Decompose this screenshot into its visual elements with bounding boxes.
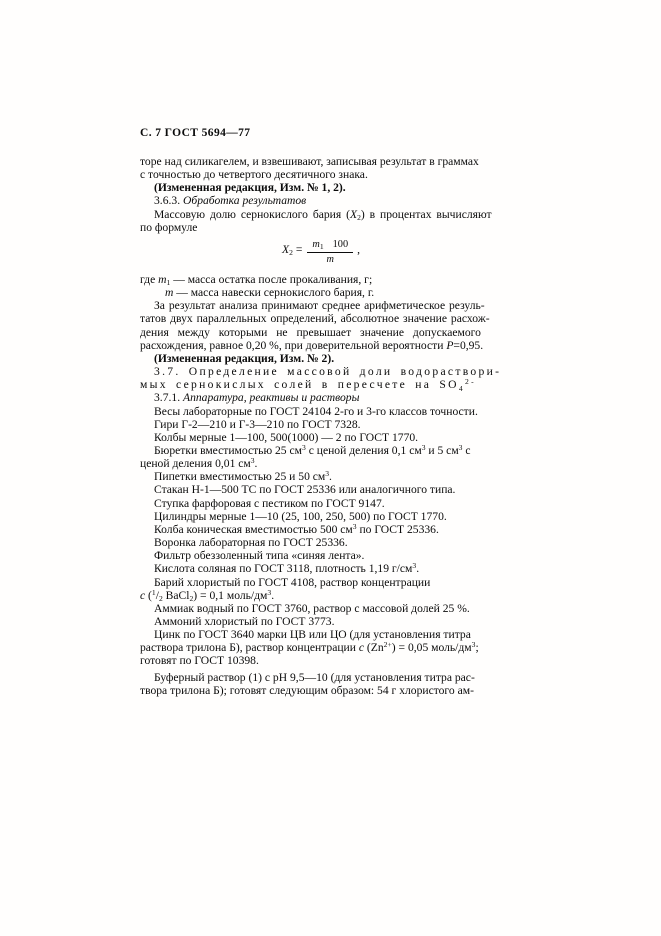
- text-line: [140, 194, 526, 207]
- text-segment: ) в процентах вычисляют: [360, 207, 492, 221]
- text-segment: (Измененная редакция, Изм. № 1, 2).: [154, 181, 346, 195]
- text-segment: Колбы мерные 1—100, 500(1000) — 2 по ГОСТ 1770.: [154, 430, 419, 444]
- formula-variable: m: [312, 238, 320, 250]
- text-line: [140, 221, 526, 234]
- text-segment: 3: [302, 442, 306, 452]
- text-segment: раствора трилона Б), раствор концентрации: [140, 641, 359, 655]
- text-segment: .: [416, 562, 420, 576]
- text-segment: ;: [475, 641, 479, 655]
- text-segment: ) = 0,05 моль/дм: [391, 641, 472, 655]
- text-line: [140, 510, 526, 523]
- text-segment: 3.6.3.: [154, 194, 183, 208]
- text-segment: /: [155, 588, 159, 602]
- text-line: [140, 418, 526, 431]
- text-segment: — масса навески сернокислого бария, г.: [173, 286, 375, 300]
- text-line: [140, 576, 526, 589]
- text-line: [140, 549, 526, 562]
- text-segment: Цилиндры мерные 1—10 (25, 100, 250, 500) по ГОСТ 1770.: [154, 509, 447, 523]
- text-segment: BaCl: [162, 588, 190, 602]
- fraction: [307, 239, 353, 266]
- text-segment: татов двух параллельных определений, абсолютное значение расхож-: [140, 312, 490, 326]
- document-body: [140, 155, 526, 697]
- text-segment: Колба коническая вместимостью 500 см: [154, 522, 353, 536]
- text-line: [140, 654, 526, 667]
- text-segment: 3: [352, 521, 357, 531]
- formula-variable: m: [326, 253, 334, 265]
- text-segment: с точностью до четвертого десятичного знака.: [140, 168, 368, 182]
- text-line: [140, 628, 526, 641]
- text-segment: где: [140, 272, 159, 286]
- formula-subscript: 2: [289, 248, 293, 258]
- text-segment: дения между которыми не превышает значение допускаемого: [140, 325, 481, 339]
- text-line: [140, 378, 526, 391]
- formula: [140, 239, 502, 266]
- text-line: [140, 457, 526, 470]
- text-segment: 2: [158, 594, 163, 604]
- text-segment: Гири Г-2—210 и Г-3—210 по ГОСТ 7328.: [154, 417, 361, 431]
- text-segment: Р: [446, 338, 454, 352]
- text-line: [140, 391, 526, 404]
- text-segment: Аммиак водный по ГОСТ 3760, раствор с массовой долей 25 %.: [154, 601, 470, 615]
- text-line: [140, 470, 526, 483]
- text-segment: ) = 0,1 моль/дм: [193, 588, 268, 602]
- text-segment: 3: [471, 640, 476, 650]
- text-segment: 2: [189, 594, 194, 604]
- text-segment: (: [145, 588, 152, 602]
- text-line: [140, 155, 526, 168]
- text-line: [140, 671, 526, 684]
- text-segment: 2: [357, 213, 361, 223]
- text-segment: Пипетки вместимостью 25 и 50 см: [154, 470, 326, 484]
- text-line: [140, 562, 526, 575]
- text-line: [140, 168, 526, 181]
- text-line: [140, 497, 526, 510]
- text-line: [140, 684, 526, 697]
- text-segment: 3: [250, 456, 255, 466]
- text-segment: m: [165, 286, 174, 300]
- text-segment: Фильтр обеззоленный типа «синяя лента».: [154, 549, 365, 563]
- equals-sign: =: [295, 242, 303, 256]
- text-segment: — масса остатка после прокаливания, г;: [170, 272, 373, 286]
- text-line: [140, 312, 526, 325]
- text-block-after-formula: [140, 273, 526, 697]
- text-segment: Аммоний хлористый по ГОСТ 3773.: [154, 615, 335, 628]
- text-segment: Стакан Н-1—500 ТС по ГОСТ 25336 или аналогичного типа.: [154, 483, 456, 497]
- text-segment: (Zn: [364, 641, 384, 655]
- text-line: [140, 286, 526, 299]
- text-segment: (Измененная редакция, Изм. № 2).: [154, 351, 335, 365]
- text-segment: Барий хлористый по ГОСТ 4108, раствор концентрации: [154, 575, 431, 589]
- text-line: [140, 339, 526, 352]
- text-segment: 3.7.1.: [154, 391, 183, 405]
- text-segment: Буферный раствор (1) с рН 9,5—10 (для установления титра рас-: [154, 670, 475, 684]
- text-segment: 1: [151, 587, 156, 597]
- text-segment: с ценой деления 0,1 см: [305, 443, 422, 457]
- text-segment: 3: [458, 442, 463, 452]
- text-line: [140, 483, 526, 496]
- text-line: [140, 208, 526, 221]
- fraction-numerator: [307, 239, 353, 253]
- text-segment: Весы лабораторные по ГОСТ 24104 2-го и 3-го классов точности.: [154, 404, 478, 418]
- text-segment: Обработка результатов: [182, 194, 307, 208]
- text-segment: .: [254, 457, 258, 471]
- text-line: [140, 536, 526, 549]
- text-line: [140, 299, 526, 312]
- text-line: [140, 641, 526, 654]
- formula-comma: ,: [357, 242, 361, 256]
- text-segment: по формуле: [140, 220, 198, 234]
- text-segment: расхождения, равное 0,20 %, при доверительной вероятности: [140, 338, 447, 352]
- text-segment: 4: [458, 383, 465, 393]
- formula-subscript: 1: [319, 242, 324, 252]
- text-line: [140, 602, 526, 615]
- text-segment: 3: [325, 469, 330, 479]
- text-segment: =0,95.: [453, 338, 484, 352]
- text-segment: Ступка фарфоровая с пестиком по ГОСТ 9147.: [154, 496, 385, 510]
- text-segment: За результат анализа принимают среднее арифметическое резуль-: [154, 299, 485, 313]
- text-segment: Цинк по ГОСТ 3640 марки ЦВ или ЦО (для установления титра: [154, 628, 471, 642]
- text-segment: 3: [421, 442, 426, 452]
- text-segment: торе над силикагелем, и взвешивают, записывая результат в граммах: [140, 155, 479, 168]
- text-line: [140, 589, 526, 602]
- text-segment: Аппаратура, реактивы и растворы: [182, 391, 360, 405]
- text-segment: Кислота соляная по ГОСТ 3118, плотность 1,19 г/см: [154, 562, 413, 576]
- text-segment: твора трилона Б); готовят следующим образом: 54 г хлористого ам-: [140, 683, 474, 697]
- text-segment: m: [158, 272, 167, 286]
- text-segment: 1: [166, 278, 171, 288]
- page-header: С. 7 ГОСТ 5694—77: [140, 127, 251, 139]
- text-line: [140, 405, 526, 418]
- text-segment: с: [140, 588, 146, 602]
- text-segment: Бюретки вместимостью 25 см: [154, 443, 302, 457]
- text-segment: мых сернокислых солей в пересчете на SO: [140, 378, 459, 392]
- text-segment: 3: [267, 587, 272, 597]
- text-segment: Х: [349, 207, 358, 221]
- text-segment: Массовую долю сернокислого бария (: [154, 207, 350, 221]
- text-line: [140, 273, 526, 286]
- fraction-denominator: [307, 253, 353, 266]
- text-line: [140, 523, 526, 536]
- text-line: [140, 431, 526, 444]
- formula-lhs: [282, 243, 293, 256]
- text-block-before-formula: [140, 155, 526, 234]
- text-line: [140, 444, 526, 457]
- text-segment: и 5 см: [425, 443, 459, 457]
- formula-variable: Х: [281, 242, 290, 256]
- text-line: [140, 181, 526, 194]
- text-segment: 3: [412, 561, 417, 571]
- text-segment: 2+: [383, 640, 392, 650]
- text-segment: 2-: [464, 377, 476, 387]
- text-segment: Воронка лабораторная по ГОСТ 25336.: [154, 536, 348, 550]
- text-segment: ценой деления 0,01 см: [140, 457, 251, 471]
- text-segment: .: [329, 470, 332, 484]
- text-segment: по ГОСТ 25336.: [356, 522, 439, 536]
- text-line: [140, 352, 526, 365]
- text-line: [140, 615, 526, 628]
- text-segment: готовят по ГОСТ 10398.: [140, 654, 259, 668]
- formula-factor: 100: [332, 238, 349, 250]
- text-segment: с: [462, 443, 471, 457]
- text-line: [140, 326, 526, 339]
- text-segment: 3.7. Определение массовой доли водораствори-: [154, 365, 502, 379]
- text-segment: .: [271, 588, 275, 602]
- text-segment: с: [358, 641, 365, 655]
